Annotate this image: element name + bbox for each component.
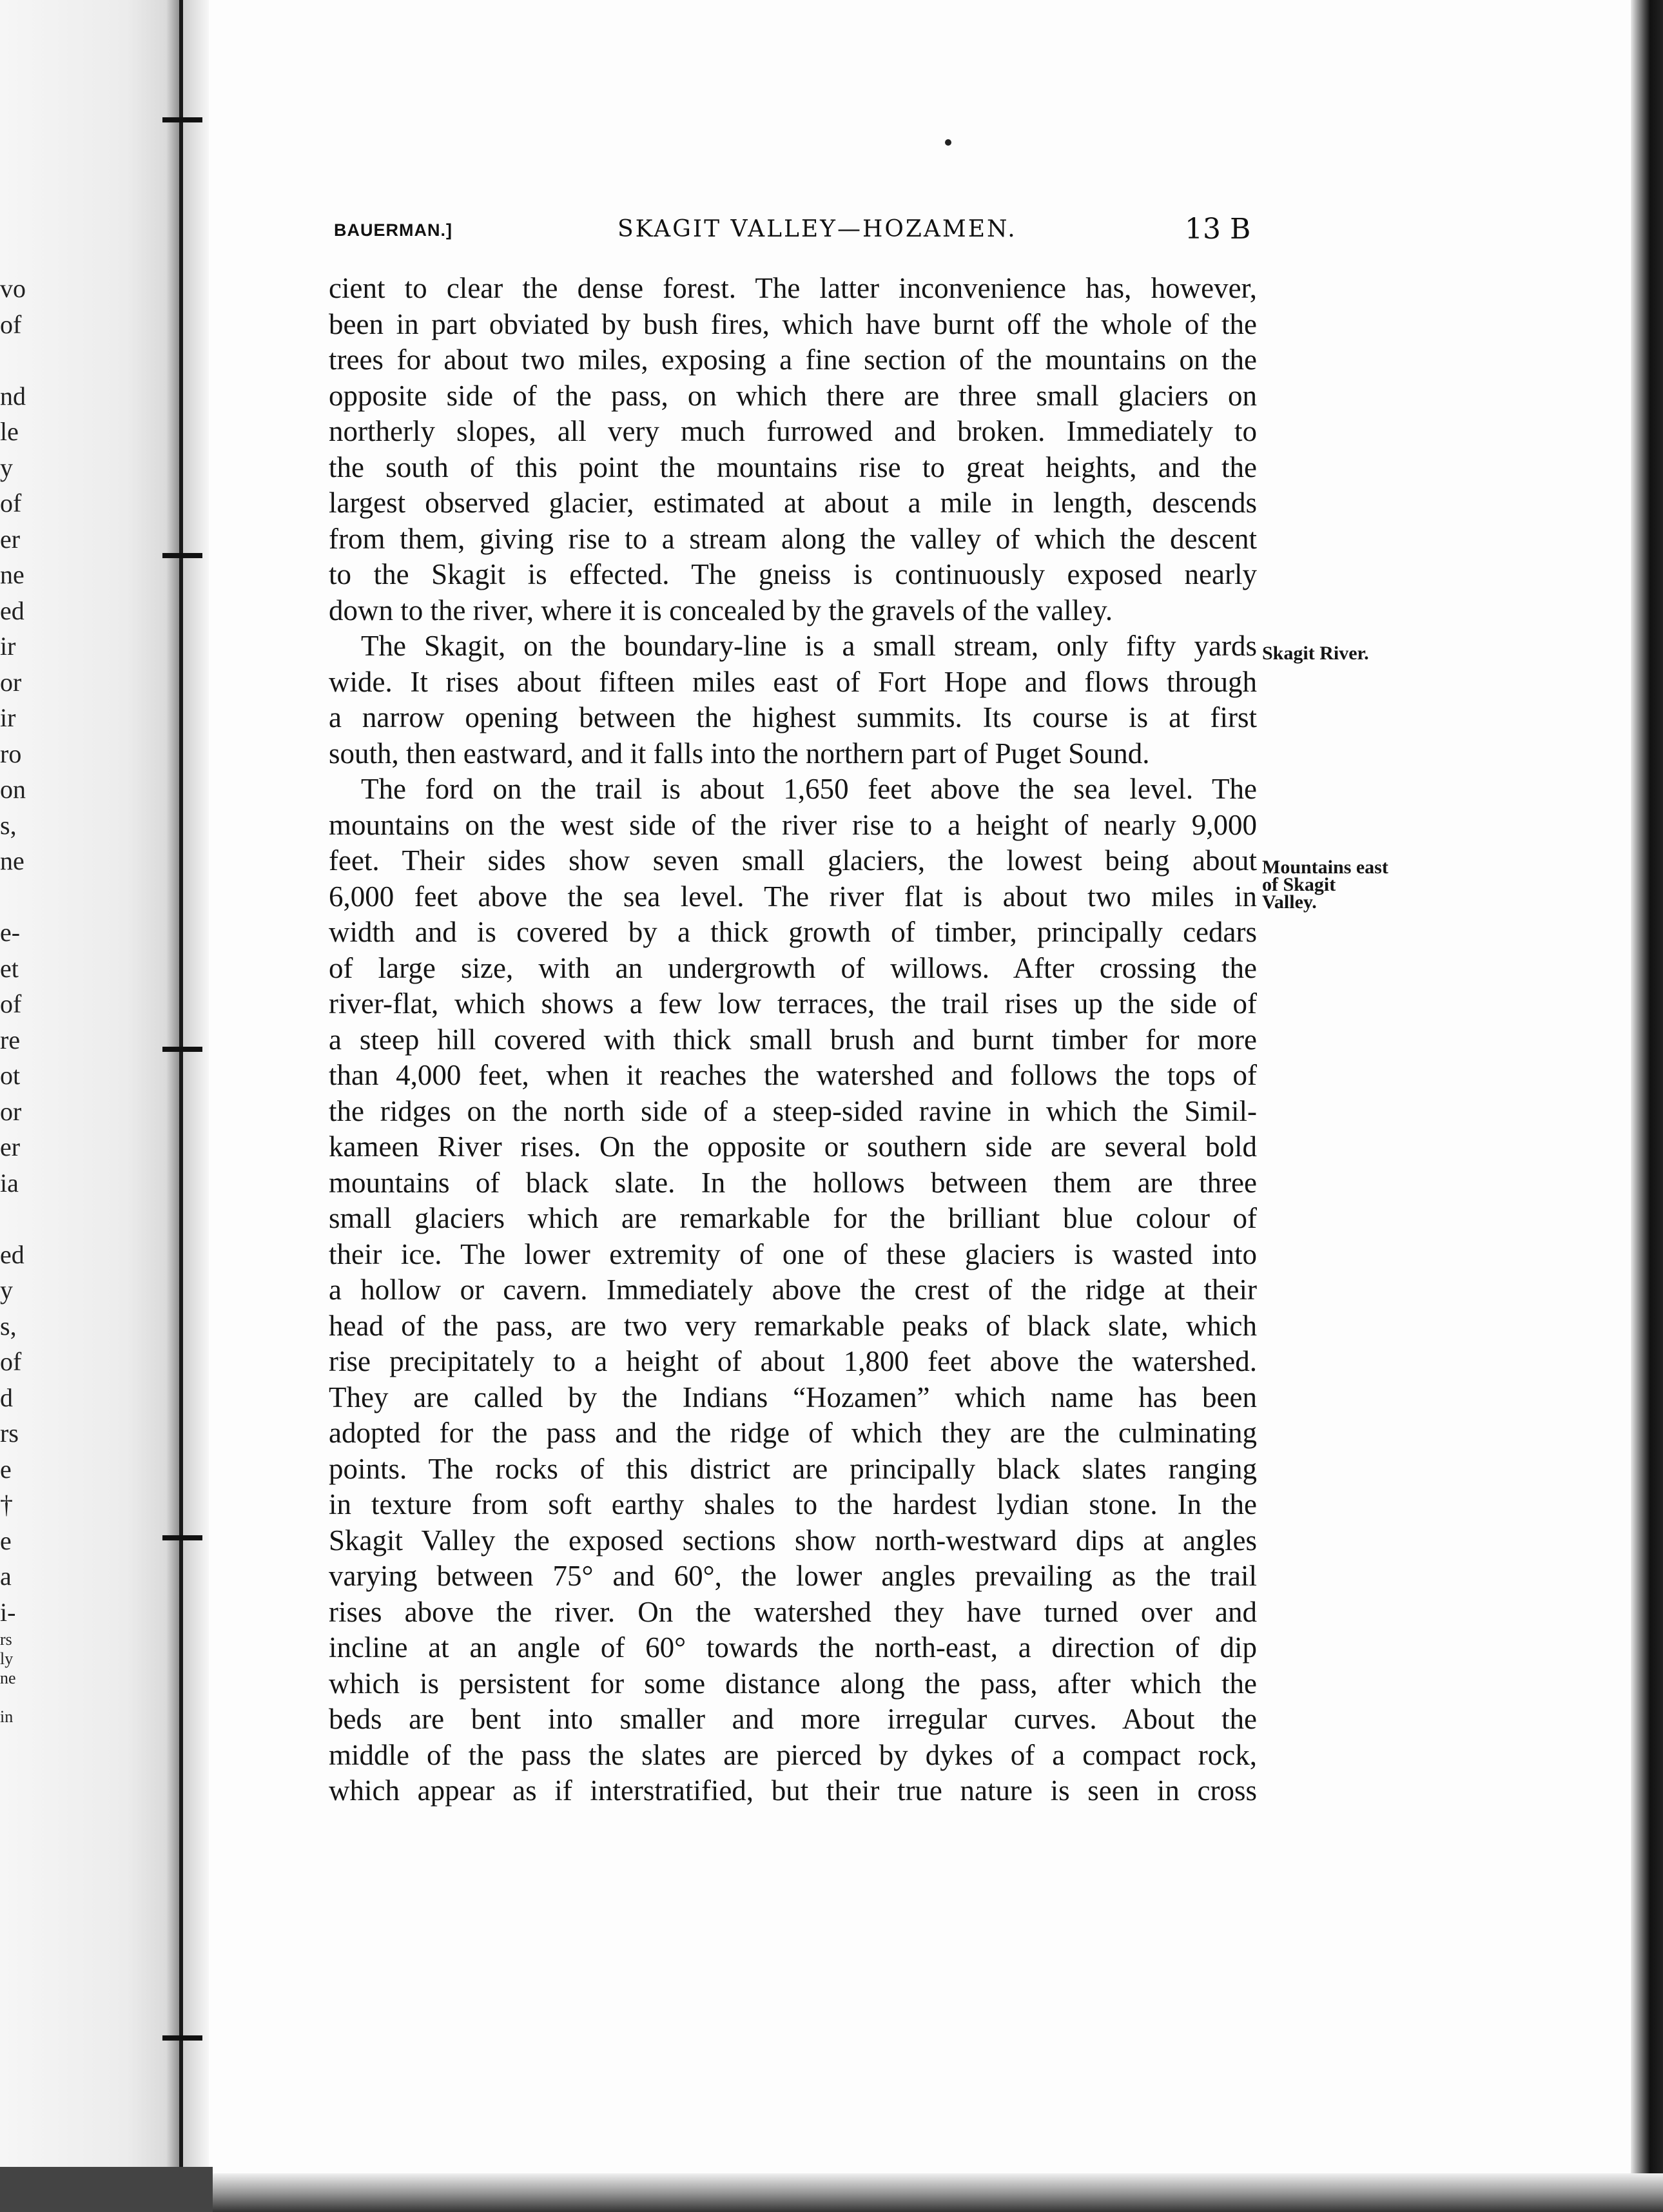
facing-page-fragment: ne (0, 846, 24, 875)
text-line: Skagit Valley the exposed sections show north-westward dips at angles (329, 1524, 1257, 1557)
facing-page-fragment: d (0, 1382, 13, 1412)
gutter-shadow (183, 0, 209, 2212)
text-line: points. The rocks of this district are principally black slates ranging (329, 1452, 1257, 1485)
text-line: which is persistent for some distance along the pass, after which the (329, 1667, 1257, 1700)
margin-note-skagit-river: Skagit River. (1262, 643, 1369, 664)
facing-page-fragment: er (0, 524, 21, 554)
text-line: the ridges on the north side of a steep-sided ravine in which the Simil- (329, 1094, 1257, 1127)
facing-page-fragment: rs (0, 1630, 12, 1649)
text-line: The ford on the trail is about 1,650 feet above the sea level. The (361, 773, 1257, 805)
facing-page-fragment: nd (0, 381, 26, 411)
text-line: a steep hill covered with thick small brush and burnt timber for more (329, 1023, 1257, 1056)
body-text (329, 271, 1257, 1809)
text-line: been in part obviated by bush fires, which have burnt off the whole of the (329, 307, 1257, 340)
facing-page-fragment: e (0, 1454, 12, 1484)
text-line: 6,000 feet above the sea level. The river flat is about two miles in (329, 880, 1257, 913)
facing-page-fragment (0, 1688, 26, 1707)
page-right-edge (1631, 0, 1663, 2212)
facing-page-fragment: or (0, 1096, 22, 1126)
facing-page-fragment: y (0, 452, 13, 482)
facing-page-fragment: ne (0, 560, 24, 589)
binding-stitch-mark (162, 2035, 202, 2041)
text-line: from them, giving rise to a stream along the valley of which the descent (329, 522, 1257, 555)
facing-page-fragment: † (0, 1490, 13, 1519)
facing-page-fragment: or (0, 667, 22, 697)
facing-page-fragment: ir (0, 632, 16, 661)
margin-note-line: Valley. (1262, 891, 1317, 913)
facing-page-fragment: ia (0, 1168, 19, 1198)
facing-page-fragment: of (0, 309, 22, 339)
margin-note-line: Mountains east (1262, 857, 1388, 878)
text-line: head of the pass, are two very remarkable peaks of black slate, which (329, 1309, 1257, 1342)
binding-gutter (179, 0, 183, 2212)
text-line: mountains on the west side of the river rise to a height of nearly 9,000 (329, 808, 1257, 841)
facing-page-fragment: re (0, 1025, 21, 1054)
text-line: in texture from soft earthy shales to the hardest lydian stone. In the (329, 1488, 1257, 1520)
text-line: rises above the river. On the watershed they have turned over and (329, 1595, 1257, 1628)
facing-page-fragment: ne (0, 1669, 16, 1687)
facing-page-fragment: ed (0, 596, 24, 625)
facing-page-fragment: a (0, 1562, 12, 1591)
text-line: beds are bent into smaller and more irregular curves. About the (329, 1703, 1257, 1735)
ink-speck (945, 139, 951, 146)
facing-page-fragment: vo (0, 274, 26, 303)
text-line: width and is covered by a thick growth of timber, principally cedars (329, 916, 1257, 948)
binding-stitch-mark (162, 553, 202, 558)
margin-note-mountains-east (1262, 859, 1388, 911)
page-bottom-left-corner (0, 2167, 213, 2212)
facing-page-fragment: rs (0, 1419, 19, 1448)
text-line: cient to clear the dense forest. The latter inconvenience has, however, (329, 272, 1257, 304)
text-line: of large size, with an undergrowth of willows. After crossing the (329, 951, 1257, 984)
facing-page-fragment: e- (0, 918, 21, 947)
text-line: trees for about two miles, exposing a fine section of the mountains on the (329, 344, 1257, 376)
facing-page-fragment: of (0, 489, 22, 518)
text-line: the south of this point the mountains rise to great heights, and the (329, 451, 1257, 483)
facing-page-fragment (0, 1201, 26, 1237)
facing-page-fragment: e (0, 1526, 12, 1555)
margin-note-line: of Skagit (1262, 874, 1336, 895)
facing-page-fragment: s, (0, 810, 17, 840)
facing-page-fragment: ly (0, 1649, 14, 1668)
text-line: adopted for the pass and the ridge of which they are the culminating (329, 1417, 1257, 1449)
facing-page-fragment: s, (0, 1311, 17, 1341)
text-line: northerly slopes, all very much furrowed and broken. Immediately to (329, 415, 1257, 447)
text-line: river-flat, which shows a few low terraces, the trail rises up the side of (329, 987, 1257, 1020)
facing-page-fragment: i- (0, 1597, 16, 1627)
text-line: a narrow opening between the highest summits. Its course is at first (329, 701, 1257, 733)
text-line: feet. Their sides show seven small glaciers, the lowest being about (329, 844, 1257, 877)
running-head-author: BAUERMAN.] (334, 220, 452, 240)
text-line: south, then eastward, and it falls into the northern part of Puget Sound. (329, 737, 1150, 770)
binding-stitch-mark (162, 1535, 202, 1540)
facing-page-fragment: le (0, 417, 19, 446)
text-line: largest observed glacier, estimated at about a mile in length, descends (329, 487, 1257, 519)
facing-page-fragment (0, 342, 26, 378)
facing-page-fragment: er (0, 1132, 21, 1161)
text-line: rise precipitately to a height of about 1,800 feet above the watershed. (329, 1345, 1257, 1377)
facing-page-fragment: ed (0, 1239, 24, 1269)
facing-page-fragment: y (0, 1276, 13, 1305)
facing-page-fragment: in (0, 1707, 14, 1726)
text-line: wide. It rises about fifteen miles east of Fort Hope and flows through (329, 665, 1257, 698)
text-line: middle of the pass the slates are pierced by dykes of a compact rock, (329, 1738, 1257, 1771)
text-line: their ice. The lower extremity of one of these glaciers is wasted into (329, 1237, 1257, 1270)
page-bottom-edge (180, 2173, 1663, 2212)
text-line: opposite side of the pass, on which there are three small glaciers on (329, 379, 1257, 412)
facing-page-fragment: of (0, 989, 22, 1018)
facing-page-fragment: on (0, 775, 26, 804)
page-number: 13 B (1185, 213, 1251, 246)
facing-page-text-fragments (0, 271, 26, 1727)
text-line: varying between 75° and 60°, the lower angles prevailing as the trail (329, 1560, 1257, 1592)
facing-page-fragment (0, 879, 26, 915)
text-line: down to the river, where it is concealed by the gravels of the valley. (329, 594, 1113, 626)
text-line: to the Skagit is effected. The gneiss is continuously exposed nearly (329, 558, 1257, 590)
text-line: kameen River rises. On the opposite or southern side are several bold (329, 1130, 1257, 1163)
text-line: small glaciers which are remarkable for the brilliant blue colour of (329, 1202, 1257, 1234)
facing-page-fragment: ro (0, 739, 22, 768)
text-line: The Skagit, on the boundary-line is a small stream, only fifty yards (361, 630, 1257, 662)
binding-stitch-mark (162, 117, 202, 122)
text-line: which appear as if interstratified, but their true nature is seen in cross (329, 1774, 1257, 1807)
text-line: incline at an angle of 60° towards the north-east, a direction of dip (329, 1631, 1257, 1664)
binding-stitch-mark (162, 1047, 202, 1052)
facing-page-fragment: ir (0, 703, 16, 732)
running-head-title: SKAGIT VALLEY—HOZAMEN. (618, 216, 1017, 242)
text-line: a hollow or cavern. Immediately above the crest of the ridge at their (329, 1274, 1257, 1306)
facing-page-fragment: et (0, 953, 19, 983)
text-line: mountains of black slate. In the hollows between them are three (329, 1166, 1257, 1199)
text-line: They are called by the Indians “Hozamen” which name has been (329, 1381, 1257, 1413)
facing-page-edge (0, 0, 180, 2212)
facing-page-fragment: ot (0, 1061, 21, 1090)
text-line: than 4,000 feet, when it reaches the watershed and follows the tops of (329, 1059, 1257, 1091)
facing-page-fragment: of (0, 1347, 22, 1376)
